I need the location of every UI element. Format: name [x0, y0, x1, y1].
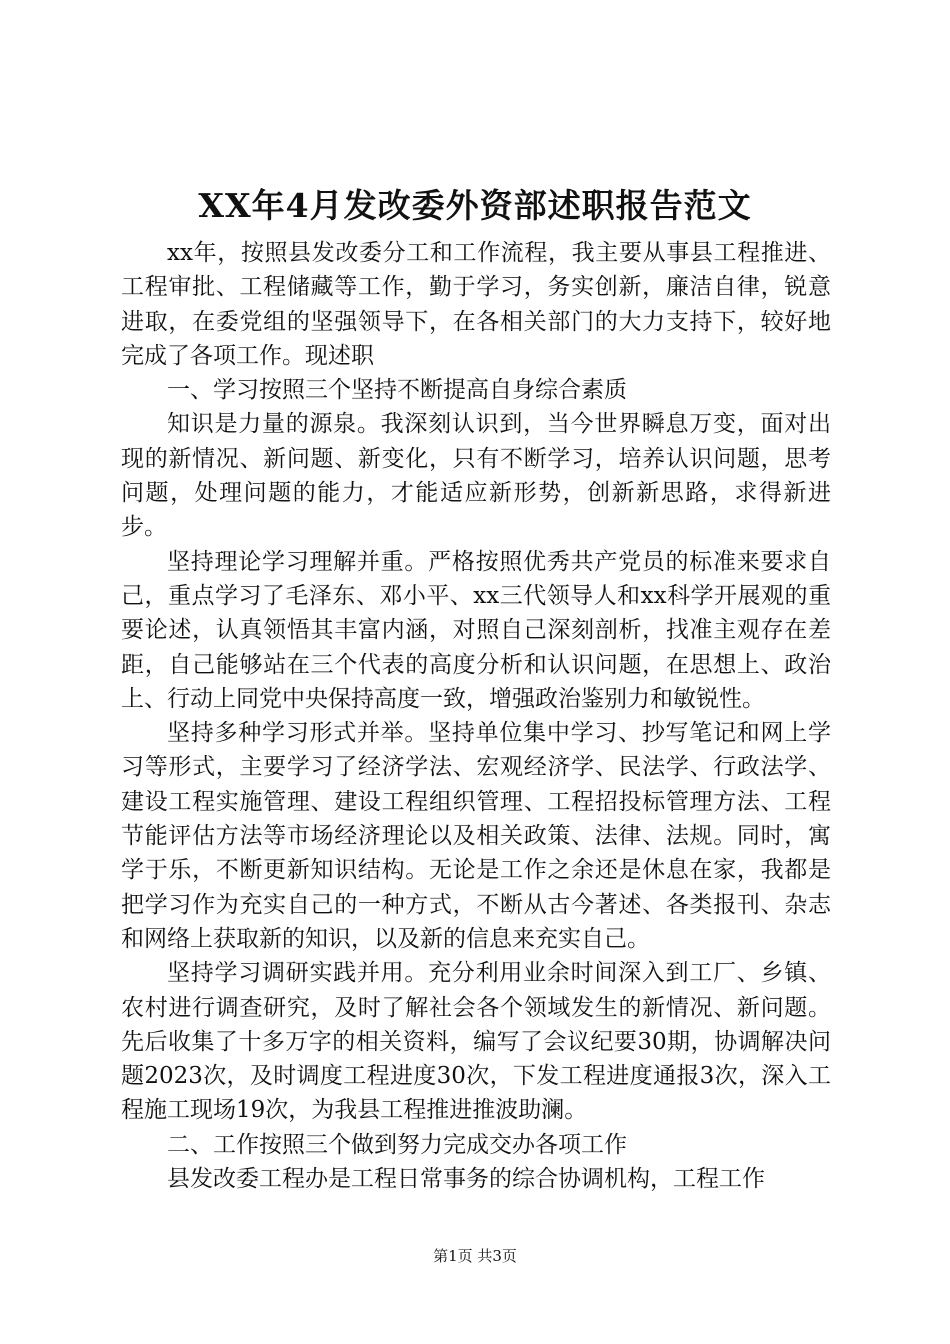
paragraph-intro: xx年，按照县发改委分工和工作流程，我主要从事县工程推进、工程审批、工程储藏等工作，勤于学习，务实创新，廉洁自律，锐意进取，在委党组的坚强领导下，在各相关部门的大力支持下，较好地完成了各项工作。现述职 — [121, 240, 831, 369]
paragraph-theory-study: 坚持理论学习理解并重。严格按照优秀共产党员的标准来要求自己，重点学习了毛泽东、邓小平、xx三代领导人和xx科学开展观的重要论述，认真领悟其丰富内涵，对照自己深刻剖析，找准主观存在差距，自己能够站在三个代表的高度分析和认识问题，在思想上、政治上、行动上同党中央保持高度一致，增强政治鉴别力和敏锐性。 — [121, 548, 831, 712]
document-body — [121, 236, 831, 1196]
paragraph-project-office: 县发改委工程办是工程日常事务的综合协调机构，工程工作 — [167, 1166, 765, 1193]
page-number-footer: 第1页 共3页 — [433, 1247, 517, 1265]
document-title: XX年4月发改委外资部述职报告范文 — [198, 186, 752, 225]
section-heading-1: 一、学习按照三个坚持不断提高自身综合素质 — [167, 377, 627, 404]
paragraph-research-practice: 坚持学习调研实践并用。充分利用业余时间深入到工厂、乡镇、农村进行调查研究，及时了解社会各个领域发生的新情况、新问题。先后收集了十多万字的相关资料，编写了会议纪要30期，协调解决问题2023次，及时调度工程进度30次，下发工程进度通报3次，深入工程施工现场19次，为我县工程推进推波助澜。 — [121, 960, 831, 1124]
section-heading-2: 二、工作按照三个做到努力完成交办各项工作 — [167, 1131, 627, 1158]
paragraph-study-forms: 坚持多种学习形式并举。坚持单位集中学习、抄写笔记和网上学习等形式，主要学习了经济学法、宏观经济学、民法学、行政法学、建设工程实施管理、建设工程组织管理、工程招投标管理方法、工程节能评估方法等市场经济理论以及相关政策、法律、法规。同时，寓学于乐，不断更新知识结构。无论是工作之余还是休息在家，我都是把学习作为充实自己的一种方式，不断从古今著述、各类报刊、杂志和网络上获取新的知识，以及新的信息来充实自己。 — [121, 720, 831, 952]
paragraph-knowledge: 知识是力量的源泉。我深刻认识到，当今世界瞬息万变，面对出现的新情况、新问题、新变化，只有不断学习，培养认识问题，思考问题，处理问题的能力，才能适应新形势，创新新思路，求得新进步。 — [121, 411, 831, 541]
